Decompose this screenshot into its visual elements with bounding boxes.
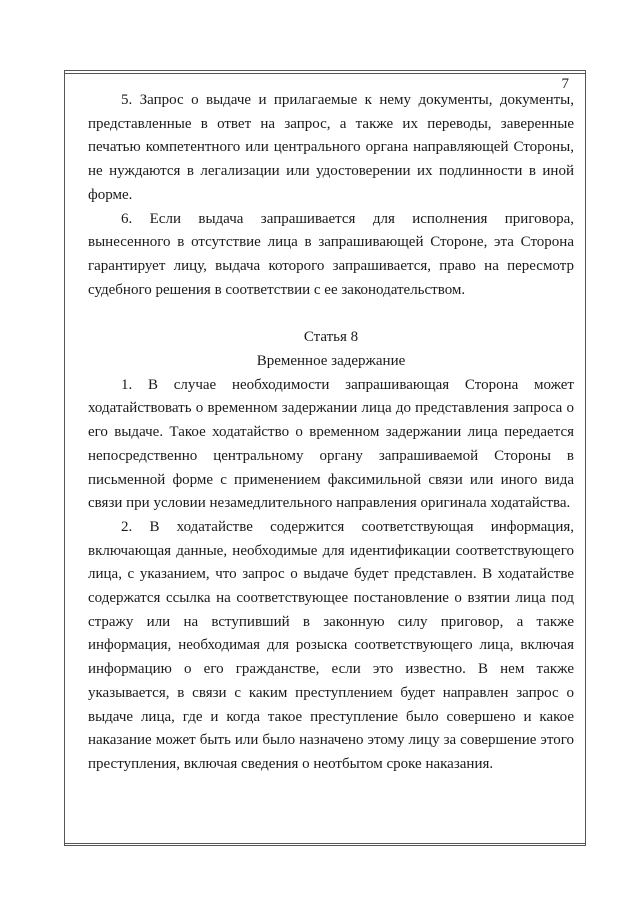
- spacer: [88, 302, 574, 326]
- article-8-paragraph-1: 1. В случае необходимости запрашивающая Сторона может ходатайствовать о временном задержании лица до представления запроса о его выдаче. Такое ходатайство о временном задержании лица передается непосредственно центральному органу запрашиваемой Стороны в письменной форме с применением факсимильной связи или иного вида связи при условии незамедлительного направления оригинала ходатайства.: [88, 376, 574, 512]
- top-rule: [64, 73, 586, 74]
- paragraph-6: 6. Если выдача запрашивается для исполнения приговора, вынесенного в отсутствие лица в запрашивающей Стороне, эта Сторона гарантирует лицу, выдача которого запрашивается, право на пересмотр судебного решения в соответствии с ее законодательством.: [88, 210, 574, 298]
- page-number: 7: [561, 76, 569, 92]
- article-number: Статья 8: [303, 329, 359, 346]
- paragraph-5: 5. Запрос о выдаче и прилагаемые к нему документы, документы, представленные в ответ на запрос, а также их переводы, заверенные печатью компетентного или центрального органа направляющей Стороны, не нуждаются в легализации или удостоверении их подлинности в иной форме.: [88, 92, 574, 203]
- bottom-rule: [64, 843, 586, 844]
- article-title: Временное задержание: [256, 353, 406, 370]
- article-8-paragraph-2: 2. В ходатайстве содержится соответствующая информация, включающая данные, необходимые для идентификации соответствующего лица, с указанием, что запрос о выдаче будет представлен. В ходатайстве содержатся ссылка на соответствующее постановление о взятии лица под стражу или на вступивший в законную силу приговор, а также информация, необходимая для розыска соответствующего лица, включая информацию о его гражданстве, если это известно. В нем также указывается, в связи с каким преступлением будет направлен запрос о выдаче лица, где и когда такое преступление было совершено и какое наказание может быть или было назначено этому лицу за совершение этого преступления, включая сведения о неотбытом сроке наказания.: [88, 518, 574, 772]
- document-body: [88, 89, 574, 777]
